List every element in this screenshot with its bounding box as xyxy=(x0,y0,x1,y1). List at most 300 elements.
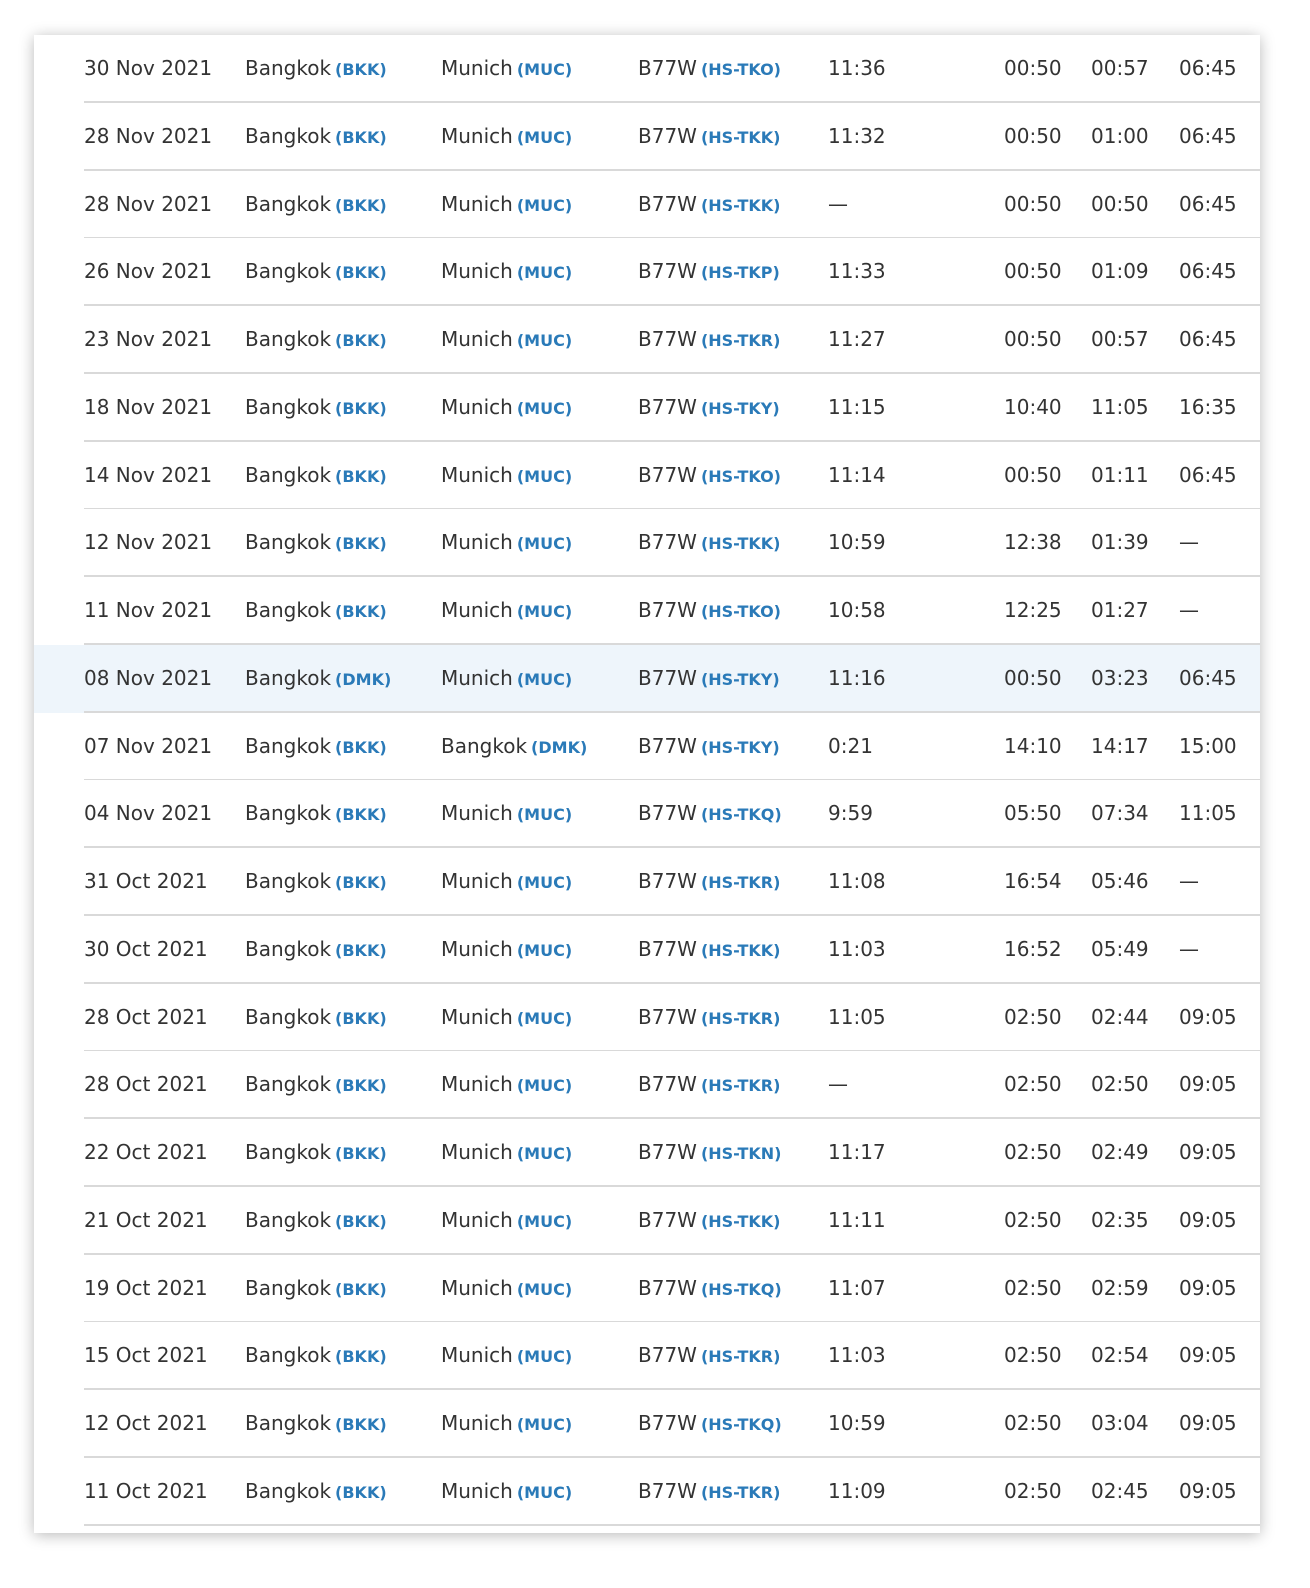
aircraft-type: B77W xyxy=(638,394,697,419)
aircraft-type: B77W xyxy=(638,259,697,284)
scheduled-arrival: 06:45 xyxy=(1179,327,1237,351)
actual-departure: 02:44 xyxy=(1091,1004,1149,1029)
aircraft xyxy=(638,984,780,1051)
aircraft-type: B77W xyxy=(638,530,697,555)
destination-city: Munich xyxy=(441,1411,513,1435)
origin-city: Bangkok xyxy=(245,1411,332,1435)
destination-airport-link[interactable]: (MUC) xyxy=(516,602,573,621)
aircraft-registration-link[interactable]: (HS-TKR) xyxy=(700,1008,781,1028)
flight-date: 08 Nov 2021 xyxy=(84,665,213,690)
aircraft xyxy=(638,577,781,644)
scheduled-arrival: 06:45 xyxy=(1179,56,1237,80)
aircraft-registration-link[interactable]: (HS-TKK) xyxy=(700,940,781,960)
scheduled-departure: 00:50 xyxy=(1004,462,1062,487)
flight-duration: 9:59 xyxy=(828,801,873,826)
flight-date: 11 Nov 2021 xyxy=(84,598,213,622)
destination xyxy=(441,1187,572,1254)
flight-duration: — xyxy=(828,1072,848,1097)
origin xyxy=(245,306,387,373)
destination xyxy=(441,713,587,780)
aircraft xyxy=(638,1390,782,1457)
destination xyxy=(441,577,572,644)
flight-duration: 11:05 xyxy=(828,1004,886,1029)
destination xyxy=(441,1051,572,1118)
scheduled-arrival: 16:35 xyxy=(1179,394,1237,419)
destination-city: Munich xyxy=(441,327,513,351)
scheduled-departure: 14:10 xyxy=(1004,733,1062,758)
flight-duration: 10:58 xyxy=(828,598,886,622)
origin-airport-link[interactable]: (BKK) xyxy=(335,873,387,892)
actual-departure: 02:35 xyxy=(1091,1207,1149,1232)
aircraft-registration-link[interactable]: (HS-TKQ) xyxy=(700,1279,782,1299)
origin-city: Bangkok xyxy=(245,1004,332,1029)
aircraft xyxy=(638,916,781,983)
destination-airport-link[interactable]: (MUC) xyxy=(516,873,573,892)
flight-duration: 11:09 xyxy=(828,1478,886,1503)
origin-airport-link[interactable]: (BKK) xyxy=(335,466,387,486)
origin xyxy=(245,645,391,712)
destination-city: Munich xyxy=(441,56,513,80)
scheduled-departure: 00:50 xyxy=(1004,56,1062,80)
destination-airport-link[interactable]: (MUC) xyxy=(516,60,573,79)
aircraft xyxy=(638,713,780,780)
table-row[interactable] xyxy=(34,238,1260,306)
destination xyxy=(441,1255,572,1322)
origin-city: Bangkok xyxy=(245,598,332,622)
destination-airport-link[interactable]: (MUC) xyxy=(516,195,573,215)
table-row[interactable] xyxy=(34,1187,1260,1255)
actual-departure: 00:57 xyxy=(1091,56,1149,80)
aircraft-registration-link[interactable]: (HS-TKO) xyxy=(700,466,781,486)
origin-city: Bangkok xyxy=(245,869,332,893)
scheduled-departure: 00:50 xyxy=(1004,259,1062,284)
destination-city: Munich xyxy=(441,598,513,622)
flight-date: 19 Oct 2021 xyxy=(84,1275,208,1300)
aircraft xyxy=(638,35,781,102)
aircraft-type: B77W xyxy=(638,56,697,80)
scheduled-departure: 02:50 xyxy=(1004,1343,1062,1368)
origin-city: Bangkok xyxy=(245,1275,332,1300)
destination-airport-link[interactable]: (MUC) xyxy=(516,1008,573,1028)
actual-departure: 03:04 xyxy=(1091,1411,1149,1435)
table-row[interactable] xyxy=(34,848,1260,916)
aircraft xyxy=(638,1187,781,1254)
scheduled-departure: 00:50 xyxy=(1004,123,1062,148)
scheduled-arrival: 06:45 xyxy=(1179,191,1237,216)
destination xyxy=(441,442,572,509)
aircraft-type: B77W xyxy=(638,191,697,216)
aircraft-type: B77W xyxy=(638,936,697,961)
destination xyxy=(441,1458,572,1525)
actual-departure: 02:54 xyxy=(1091,1343,1149,1368)
origin xyxy=(245,984,387,1051)
scheduled-departure: 02:50 xyxy=(1004,1004,1062,1029)
origin xyxy=(245,171,387,238)
origin-airport-link[interactable]: (BKK) xyxy=(335,940,387,960)
scheduled-arrival: 15:00 xyxy=(1179,733,1237,758)
flight-duration: 11:32 xyxy=(828,123,886,148)
destination-airport-link[interactable]: (MUC) xyxy=(516,1347,573,1367)
actual-departure: 00:57 xyxy=(1091,327,1149,351)
destination-city: Munich xyxy=(441,801,513,826)
scheduled-arrival: 09:05 xyxy=(1179,1004,1237,1029)
origin-airport-link[interactable]: (BKK) xyxy=(335,331,387,350)
table-row[interactable] xyxy=(34,1458,1260,1526)
aircraft-registration-link[interactable]: (HS-TKN) xyxy=(700,1144,782,1163)
table-row[interactable] xyxy=(34,1051,1260,1119)
aircraft-type: B77W xyxy=(638,1343,697,1368)
aircraft-registration-link[interactable]: (HS-TKK) xyxy=(700,1211,781,1231)
destination-city: Munich xyxy=(441,462,513,487)
aircraft-type: B77W xyxy=(638,1478,697,1503)
destination xyxy=(441,645,572,712)
scheduled-arrival: 09:05 xyxy=(1179,1207,1237,1232)
table-row[interactable] xyxy=(34,780,1260,848)
origin-airport-link[interactable]: (BKK) xyxy=(335,737,387,757)
aircraft-registration-link[interactable]: (HS-TKK) xyxy=(700,127,781,147)
aircraft-registration-link[interactable]: (HS-TKY) xyxy=(700,669,780,689)
aircraft xyxy=(638,509,781,576)
destination-airport-link[interactable]: (MUC) xyxy=(516,1415,573,1434)
flight-date: 26 Nov 2021 xyxy=(84,259,213,284)
flight-duration: 10:59 xyxy=(828,1411,886,1435)
flight-duration: 11:36 xyxy=(828,56,886,80)
origin-city: Bangkok xyxy=(245,801,332,826)
destination xyxy=(441,509,572,576)
destination xyxy=(441,984,572,1051)
aircraft-registration-link[interactable]: (HS-TKO) xyxy=(700,60,781,79)
origin xyxy=(245,1255,387,1322)
destination-city: Munich xyxy=(441,1343,513,1368)
destination-airport-link[interactable]: (DMK) xyxy=(531,737,588,757)
flight-date: 12 Oct 2021 xyxy=(84,1411,208,1435)
flight-duration: 11:03 xyxy=(828,936,886,961)
destination-airport-link[interactable]: (MUC) xyxy=(516,1482,573,1502)
aircraft-registration-link[interactable]: (HS-TKR) xyxy=(700,1076,781,1096)
scheduled-departure: 12:25 xyxy=(1004,598,1062,622)
origin-city: Bangkok xyxy=(245,1343,332,1368)
aircraft xyxy=(638,171,781,238)
aircraft xyxy=(638,1322,780,1389)
origin xyxy=(245,780,387,847)
destination-city: Munich xyxy=(441,530,513,555)
origin-airport-link[interactable]: (BKK) xyxy=(335,1144,387,1163)
aircraft xyxy=(638,1255,782,1322)
aircraft-type: B77W xyxy=(638,123,697,148)
flight-date: 15 Oct 2021 xyxy=(84,1343,208,1368)
origin-city: Bangkok xyxy=(245,327,332,351)
flight-date: 28 Oct 2021 xyxy=(84,1004,208,1029)
destination xyxy=(441,1119,572,1186)
table-row[interactable] xyxy=(34,509,1260,577)
scheduled-arrival: 09:05 xyxy=(1179,1275,1237,1300)
destination-city: Bangkok xyxy=(441,733,528,758)
flight-duration: 11:27 xyxy=(828,327,886,351)
scheduled-departure: 12:38 xyxy=(1004,530,1062,555)
table-row[interactable] xyxy=(34,103,1260,171)
flight-duration: 10:59 xyxy=(828,530,886,555)
aircraft-registration-link[interactable]: (HS-TKQ) xyxy=(700,805,782,825)
table-row[interactable] xyxy=(34,577,1260,645)
destination xyxy=(441,306,572,373)
origin-airport-link[interactable]: (BKK) xyxy=(335,263,387,283)
destination-city: Munich xyxy=(441,1072,513,1097)
flight-duration: 11:33 xyxy=(828,259,886,284)
aircraft-type: B77W xyxy=(638,801,697,826)
origin-airport-link[interactable]: (BKK) xyxy=(335,1008,387,1028)
destination-airport-link[interactable]: (MUC) xyxy=(516,398,573,418)
origin-airport-link[interactable]: (BKK) xyxy=(335,1076,387,1096)
aircraft-registration-link[interactable]: (HS-TKK) xyxy=(700,195,781,215)
actual-departure: 01:11 xyxy=(1091,462,1149,487)
flight-date: 04 Nov 2021 xyxy=(84,801,213,826)
destination-airport-link[interactable]: (MUC) xyxy=(516,1144,573,1163)
table-row[interactable] xyxy=(34,916,1260,984)
destination-city: Munich xyxy=(441,394,513,419)
origin-city: Bangkok xyxy=(245,733,332,758)
actual-departure: 05:49 xyxy=(1091,936,1149,961)
destination-airport-link[interactable]: (MUC) xyxy=(516,1076,573,1096)
flight-duration: 11:16 xyxy=(828,665,886,690)
flight-date: 11 Oct 2021 xyxy=(84,1478,208,1503)
scheduled-departure: 02:50 xyxy=(1004,1478,1062,1503)
aircraft xyxy=(638,645,780,712)
destination-city: Munich xyxy=(441,1275,513,1300)
destination-city: Munich xyxy=(441,1207,513,1232)
actual-departure: 03:23 xyxy=(1091,665,1149,690)
destination-airport-link[interactable]: (MUC) xyxy=(516,331,573,350)
aircraft-registration-link[interactable]: (HS-TKK) xyxy=(700,534,781,554)
aircraft-type: B77W xyxy=(638,1207,697,1232)
scheduled-departure: 16:54 xyxy=(1004,869,1062,893)
scheduled-arrival: 09:05 xyxy=(1179,1411,1237,1435)
flight-date: 28 Nov 2021 xyxy=(84,123,213,148)
table-row[interactable] xyxy=(34,984,1260,1052)
aircraft xyxy=(638,1458,780,1525)
destination-airport-link[interactable]: (MUC) xyxy=(516,534,573,554)
scheduled-arrival: 06:45 xyxy=(1179,462,1237,487)
destination-airport-link[interactable]: (MUC) xyxy=(516,1211,573,1231)
table-row[interactable] xyxy=(34,713,1260,781)
actual-departure: 11:05 xyxy=(1091,394,1149,419)
origin xyxy=(245,1187,387,1254)
origin-airport-link[interactable]: (BKK) xyxy=(335,398,387,418)
destination-city: Munich xyxy=(441,1004,513,1029)
destination-city: Munich xyxy=(441,869,513,893)
scheduled-arrival: 09:05 xyxy=(1179,1343,1237,1368)
aircraft xyxy=(638,442,781,509)
aircraft-type: B77W xyxy=(638,462,697,487)
aircraft-type: B77W xyxy=(638,1004,697,1029)
aircraft-type: B77W xyxy=(638,665,697,690)
aircraft-type: B77W xyxy=(638,1140,697,1164)
flight-date: 31 Oct 2021 xyxy=(84,869,208,893)
actual-departure: 01:00 xyxy=(1091,123,1149,148)
origin xyxy=(245,848,387,915)
origin xyxy=(245,713,387,780)
destination xyxy=(441,1322,572,1389)
origin-city: Bangkok xyxy=(245,1072,332,1097)
actual-departure: 01:27 xyxy=(1091,598,1149,622)
origin xyxy=(245,103,387,170)
flight-duration: 11:14 xyxy=(828,462,886,487)
destination-airport-link[interactable]: (MUC) xyxy=(516,127,573,147)
origin-city: Bangkok xyxy=(245,123,332,148)
aircraft-type: B77W xyxy=(638,1072,697,1097)
scheduled-departure: 05:50 xyxy=(1004,801,1062,826)
scheduled-arrival: 06:45 xyxy=(1179,259,1237,284)
aircraft-type: B77W xyxy=(638,733,697,758)
table-row[interactable] xyxy=(34,1322,1260,1390)
destination xyxy=(441,916,572,983)
origin xyxy=(245,35,387,102)
actual-departure: 02:49 xyxy=(1091,1140,1149,1164)
aircraft xyxy=(638,306,780,373)
flight-duration: 11:15 xyxy=(828,394,886,419)
origin xyxy=(245,1458,387,1525)
scheduled-departure: 02:50 xyxy=(1004,1072,1062,1097)
origin-airport-link[interactable]: (BKK) xyxy=(335,1482,387,1502)
destination-airport-link[interactable]: (MUC) xyxy=(516,263,573,283)
flight-duration: 11:08 xyxy=(828,869,886,893)
destination-city: Munich xyxy=(441,259,513,284)
origin-airport-link[interactable]: (BKK) xyxy=(335,1279,387,1299)
scheduled-arrival: 09:05 xyxy=(1179,1478,1237,1503)
origin xyxy=(245,374,387,441)
origin-airport-link[interactable]: (BKK) xyxy=(335,602,387,621)
scheduled-arrival: 11:05 xyxy=(1179,801,1237,826)
scheduled-departure: 10:40 xyxy=(1004,394,1062,419)
aircraft-registration-link[interactable]: (HS-TKQ) xyxy=(700,1415,782,1434)
flight-duration: 11:03 xyxy=(828,1343,886,1368)
origin-city: Bangkok xyxy=(245,1140,332,1164)
scheduled-departure: 00:50 xyxy=(1004,665,1062,690)
flight-history-table xyxy=(34,35,1260,1526)
origin-city: Bangkok xyxy=(245,56,332,80)
destination-airport-link[interactable]: (MUC) xyxy=(516,466,573,486)
origin-city: Bangkok xyxy=(245,530,332,555)
aircraft-registration-link[interactable]: (HS-TKP) xyxy=(700,263,780,283)
scheduled-arrival: 06:45 xyxy=(1179,123,1237,148)
aircraft xyxy=(638,103,781,170)
aircraft xyxy=(638,238,780,305)
destination xyxy=(441,1390,572,1457)
aircraft-registration-link[interactable]: (HS-TKR) xyxy=(700,1347,781,1367)
flight-history-card xyxy=(34,35,1260,1533)
destination-city: Munich xyxy=(441,1140,513,1164)
table-row[interactable] xyxy=(34,442,1260,510)
aircraft-registration-link[interactable]: (HS-TKY) xyxy=(700,398,780,418)
flight-date: 07 Nov 2021 xyxy=(84,733,213,758)
table-row[interactable] xyxy=(34,306,1260,374)
actual-departure: 02:50 xyxy=(1091,1072,1149,1097)
actual-departure: 07:34 xyxy=(1091,801,1149,826)
origin-airport-link[interactable]: (BKK) xyxy=(335,127,387,147)
aircraft-registration-link[interactable]: (HS-TKR) xyxy=(700,331,781,350)
origin-city: Bangkok xyxy=(245,936,332,961)
origin-airport-link[interactable]: (BKK) xyxy=(335,1347,387,1367)
scheduled-departure: 00:50 xyxy=(1004,191,1062,216)
scheduled-departure: 02:50 xyxy=(1004,1275,1062,1300)
flight-date: 14 Nov 2021 xyxy=(84,462,213,487)
origin xyxy=(245,577,387,644)
table-row[interactable] xyxy=(34,1390,1260,1458)
destination xyxy=(441,35,572,102)
aircraft-type: B77W xyxy=(638,327,697,351)
flight-duration: 11:17 xyxy=(828,1140,886,1164)
destination-airport-link[interactable]: (MUC) xyxy=(516,669,573,689)
aircraft xyxy=(638,780,782,847)
origin-airport-link[interactable]: (DMK) xyxy=(335,669,392,689)
scheduled-departure: 02:50 xyxy=(1004,1411,1062,1435)
destination xyxy=(441,238,572,305)
origin-airport-link[interactable]: (BKK) xyxy=(335,60,387,79)
origin xyxy=(245,1119,387,1186)
destination xyxy=(441,171,572,238)
table-row[interactable] xyxy=(34,645,1260,713)
origin-airport-link[interactable]: (BKK) xyxy=(335,1415,387,1434)
origin-airport-link[interactable]: (BKK) xyxy=(335,1211,387,1231)
destination xyxy=(441,848,572,915)
table-row[interactable] xyxy=(34,1255,1260,1323)
flight-duration: 0:21 xyxy=(828,733,873,758)
origin-city: Bangkok xyxy=(245,665,332,690)
origin-airport-link[interactable]: (BKK) xyxy=(335,805,387,825)
origin xyxy=(245,1322,387,1389)
table-row[interactable] xyxy=(34,171,1260,239)
table-row[interactable] xyxy=(34,35,1260,103)
flight-date: 30 Nov 2021 xyxy=(84,56,213,80)
scheduled-departure: 02:50 xyxy=(1004,1140,1062,1164)
actual-departure: 14:17 xyxy=(1091,733,1149,758)
destination-airport-link[interactable]: (MUC) xyxy=(516,805,573,825)
scheduled-arrival: 09:05 xyxy=(1179,1140,1237,1164)
flight-duration: 11:07 xyxy=(828,1275,886,1300)
origin-city: Bangkok xyxy=(245,191,332,216)
aircraft-registration-link[interactable]: (HS-TKY) xyxy=(700,737,780,757)
actual-departure: 01:39 xyxy=(1091,530,1149,555)
table-row[interactable] xyxy=(34,1119,1260,1187)
origin-airport-link[interactable]: (BKK) xyxy=(335,195,387,215)
actual-departure: 01:09 xyxy=(1091,259,1149,284)
scheduled-arrival: — xyxy=(1179,869,1199,893)
aircraft-registration-link[interactable]: (HS-TKR) xyxy=(700,1482,781,1502)
scheduled-arrival: 09:05 xyxy=(1179,1072,1237,1097)
origin xyxy=(245,442,387,509)
scheduled-departure: 16:52 xyxy=(1004,936,1062,961)
destination-city: Munich xyxy=(441,191,513,216)
aircraft-registration-link[interactable]: (HS-TKO) xyxy=(700,602,781,621)
scheduled-arrival: — xyxy=(1179,598,1199,622)
scheduled-arrival: 06:45 xyxy=(1179,665,1237,690)
flight-date: 18 Nov 2021 xyxy=(84,394,213,419)
flight-date: 30 Oct 2021 xyxy=(84,936,208,961)
flight-date: 28 Oct 2021 xyxy=(84,1072,208,1097)
aircraft-type: B77W xyxy=(638,598,697,622)
origin-city: Bangkok xyxy=(245,462,332,487)
flight-date: 22 Oct 2021 xyxy=(84,1140,208,1164)
origin-city: Bangkok xyxy=(245,1207,332,1232)
origin xyxy=(245,1051,387,1118)
aircraft-registration-link[interactable]: (HS-TKR) xyxy=(700,873,781,892)
table-row[interactable] xyxy=(34,374,1260,442)
origin-airport-link[interactable]: (BKK) xyxy=(335,534,387,554)
destination-airport-link[interactable]: (MUC) xyxy=(516,1279,573,1299)
destination-airport-link[interactable]: (MUC) xyxy=(516,940,573,960)
flight-duration: — xyxy=(828,191,848,216)
destination xyxy=(441,374,572,441)
origin xyxy=(245,1390,387,1457)
